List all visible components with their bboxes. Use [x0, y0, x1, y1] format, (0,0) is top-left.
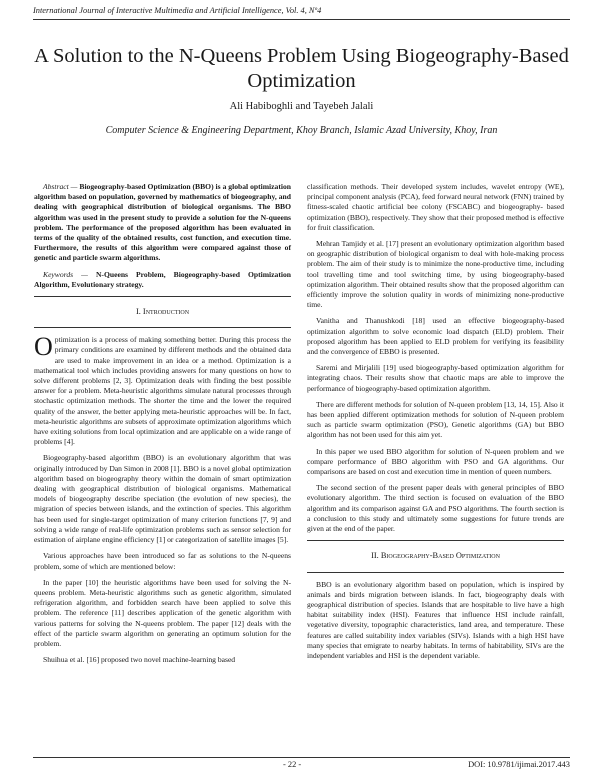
section-rule [34, 296, 291, 297]
keywords-label: Keywords — [43, 269, 96, 279]
paper-title: A Solution to the N-Queens Problem Using Biogeography-Based Optimization [34, 45, 569, 92]
drop-cap: O [34, 332, 53, 362]
section-heading-introduction: I. Introduction [135, 307, 190, 317]
journal-header: International Journal of Interactive Multimedia and Artificial Intelligence, Vol. 4, Nº4 [33, 6, 322, 15]
section-heading-bbo: II. Biogeography-Based Optimization [371, 551, 500, 561]
intro-paragraph: In the paper [10] the heuristic algorithms have been used for solving the N-queens problem. Meta-heuristic algorithms such as genetic algorithm, simulated refrigeration algorithm, and forbidden search have been applied to solve this problem. The reference [11] describes application of the genetic algorithm with various patterns for solving the N-queens problem. The paper [12] deals with the effect of the particle swarm algorithm on generating an optimum solution for the problem. [34, 577, 291, 648]
intro-paragraph: Biogeography-based algorithm (BBO) is an evolutionary algorithm that was originally introduced by Dan Simon in 2008 [1]. BBO is a novel global optimization algorithm based on biogeography theory within the domain of smart optimization dealing with geographical distribution of biological organisms. Mathematical models of biogeography describe speciation (the evolution of new species), the migration of species between islands, and the extinction of species. This algorithm has been used for single-target optimization of many criterion functions [7, 9] and solving a wide range of real-life optimization problems such as sensor selection for estimation of airplane engine efficiency [1] or categorization of satellite images [5]. [34, 453, 291, 545]
paper-affiliation: Computer Science & Engineering Department, Khoy Branch, Islamic Azad University, Khoy, Iran [105, 125, 498, 136]
paper-authors: Ali Habiboghli and Tayebeh Jalali [229, 101, 374, 112]
bbo-paragraph: BBO is an evolutionary algorithm based on population, which is inspired by animals and birds migration between islands. In fact, biogeography deals with geographical distribution of species. Islands that are hospitable to live have a high habitat suitability index (HSI). Features that influence HSI include rainfall, vegetative diversity, topographic characteristics, land area, and temperature. These features are called suitability index variables (SIVs). Islands with a high HSI have many species that emigrate to nearby habitats. In terms of habitability, SIVs are the independent variables and HSI is the dependent variable. [307, 579, 564, 660]
intro-paragraph: Various approaches have been introduced so far as solutions to the N-queens problem, some of which are mentioned below: [34, 551, 291, 571]
intro-paragraph: Saremi and Mirjalili [19] used biogeography-based optimization algorithm for integrating chaos. Their results show that chaotic maps are able to improve the performance of biogeography-based optimization algorithm. [307, 363, 564, 393]
section-rule [307, 572, 564, 573]
intro-paragraph: The second section of the present paper deals with general principles of BBO evolutionary algorithm. The third section is focused on evaluation of the BBO algorithm and its comparison against GA and PSO algorithms. The fourth section is a conclusion to this study and ultimately some suggestions for future trends are given at the end of the paper. [307, 483, 564, 534]
intro-paragraph: classification methods. Their developed system includes, wavelet entropy (WE), principal component analysis (PCA), feed forward neural network (FNN) trained by fitness-scaled chaotic artificial bee colony (FSCABC) and biogeography- based optimization (BBO), respectively. They show that their proposed method is effective for fruit classification. [307, 182, 564, 232]
abstract-label: Abstract — [43, 182, 80, 191]
page-number: - 22 - [283, 760, 302, 769]
section-rule [34, 327, 291, 328]
right-column [307, 182, 564, 667]
intro-paragraph [34, 332, 291, 447]
keywords-text: N-Queens Problem, Biogeography-based Optimization Algorithm, Evolutionary strategy. [34, 269, 291, 289]
intro-paragraph: Mehran Tamjidy et al. [17] present an evolutionary optimization algorithm based on geographic distribution of biological organism to deal with hole-making process problem. The aim of their study is to minimize the none-productive time, including tool travelling time and tool switching time, by using biogeography-based optimization algorithm. Their obtained results show that the proposed algorithm can efficiently improve the solution quality in words of minimizing none-productive time. [307, 239, 564, 310]
abstract-text: Biogeography-based Optimization (BBO) is a global optimization algorithm based on population, governed by mathematics of biogeography, and dealing with geographical distribution of biological organisms. The BBO algorithm was used in the present study to provide a solution for the N-queens problem. The performance of the proposed algorithm has been evaluated in terms of the quality of the obtained results, cost function, and execution time. Furthermore, the results of this algorithm were compared against those of genetic and particle swarm algorithms. [34, 182, 291, 263]
footer-rule [33, 757, 570, 758]
left-column [34, 182, 291, 671]
abstract [34, 182, 291, 264]
header-rule [33, 19, 570, 20]
intro-paragraph: In this paper we used BBO algorithm for solution of N-queen problem and we compare performance of BBO algorithm with PSO and GA algorithms. Our comparisons are based on cost and execution time in mention of queen numbers. [307, 446, 564, 477]
intro-paragraph: Shuihua et al. [16] proposed two novel machine-learning based [43, 655, 236, 665]
keywords [34, 270, 291, 290]
intro-paragraph: There are different methods for solution of N-queen problem [13, 14, 15]. Also it has been applied different optimization methods for solution of N-queen problem such as particle swarm optimization (PSO), Genetic algorithms (GA) but BBO algorithm has not been used for this aim yet. [307, 399, 564, 440]
intro-paragraph-text: ptimization is a process of making something better. During this process the primary conditions are examined by different methods and the obtained data are used to make improvement in an idea or a method. Optimization is a mathematical tool which includes providing answers for many questions on how to solve different problems [2, 3]. Optimization deals with finding the best possible answer for a problem. Meta-heuristic algorithms simulate natural processes through stochastic optimization methods. The shorter the time and the lower the required quality of the answer, the better applying meta-heuristic approaches will be. In fact, meta-heuristic algorithms are subsets of approximate optimization algorithms which have exiting solutions from local optimization and are applicable on a wide range of problems [4]. [34, 335, 291, 447]
intro-paragraph: Vanitha and Thanushkodi [18] used an effective biogeography-based optimization algorithm to solve economic load dispatch (ELD) problem. Their proposed algorithm has been applied to ELD problem for verifying its feasibility and the convergence of EBBO is presented. [307, 316, 564, 357]
doi-link[interactable]: DOI: 10.9781/ijimai.2017.443 [468, 760, 570, 769]
section-rule [307, 540, 564, 541]
